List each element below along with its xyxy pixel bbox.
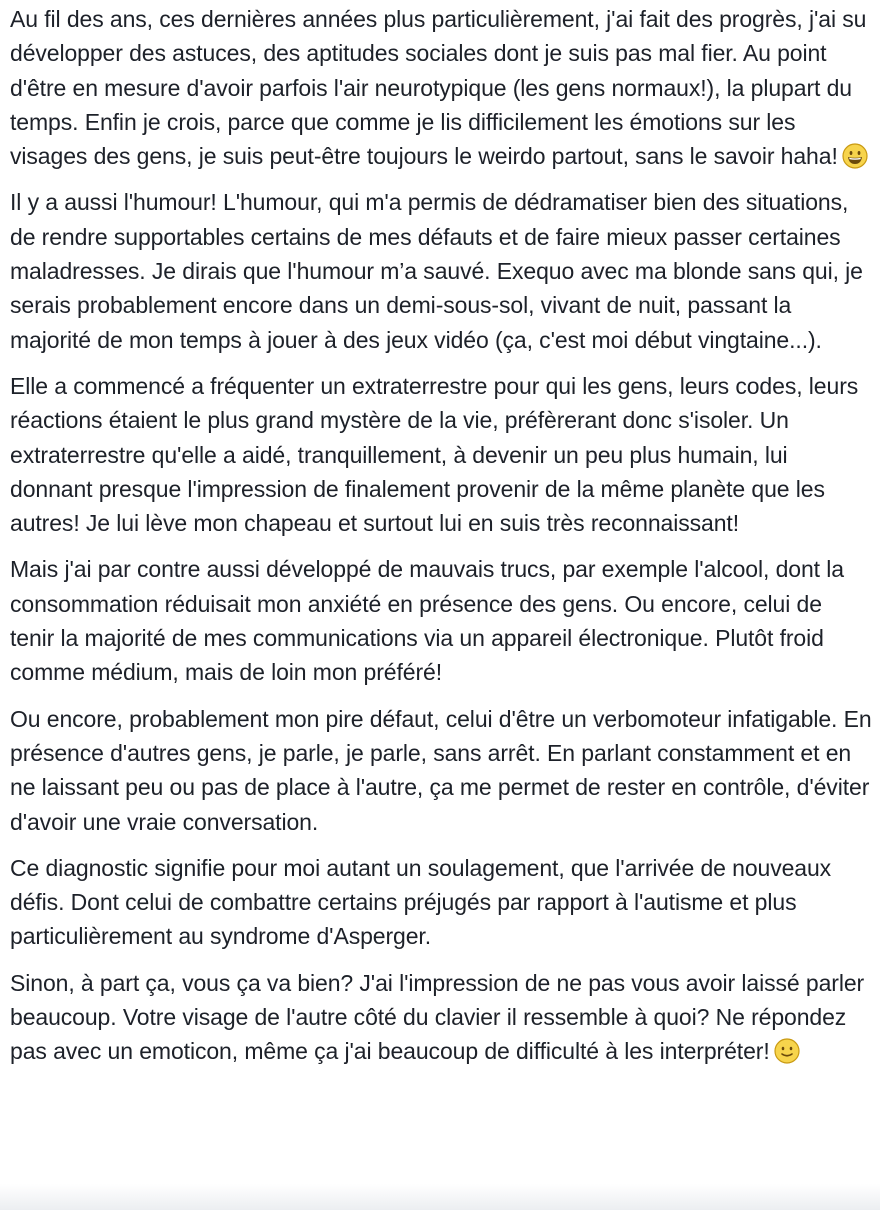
paragraph-text: Ou encore, probablement mon pire défaut, celui d'être un verbomoteur infatigable. En présence d'autres gens, je parle, je parle, sans arrêt. En parlant constamment et en ne laissant peu ou pas de place à l'autre, ça me permet de rester en contrôle, d'éviter d'avoir une vraie conversation. [10,705,872,835]
grinning-face-emoji-icon [842,143,868,169]
paragraph-text: Mais j'ai par contre aussi développé de mauvais trucs, par exemple l'alcool, dont la consommation réduisait mon anxiété en présence des gens. Ou encore, celui de tenir la majorité de mes communications via un appareil électronique. Plutôt froid comme médium, mais de loin mon préféré! [10,556,844,686]
paragraph-text: Il y a aussi l'humour! L'humour, qui m'a permis de dédramatiser bien des situations, de rendre supportables certains de mes défauts et de faire mieux passer certaines maladresses. Je dirais que l'humour m’a sauvé. Exequo avec ma blonde sans qui, je serais probablement encore dans un demi-sous-sol, vivant de nuit, passant la majorité de mon temps à jouer à des jeux vidéo (ça, c'est moi début vingtaine...). [10,189,863,353]
post-paragraph [10,851,872,954]
post-paragraph [10,185,872,356]
post-paragraph [10,369,872,540]
paragraph-text: Sinon, à part ça, vous ça va bien? J'ai l'impression de ne pas vous avoir laissé parler beaucoup. Votre visage de l'autre côté du clavier il ressemble à quoi? Ne répondez pas avec un emoticon, même ça j'ai beaucoup de difficulté à les interpréter! [10,969,865,1065]
slightly-smiling-face-emoji-icon [774,1038,800,1064]
paragraph-text: Ce diagnostic signifie pour moi autant un soulagement, que l'arrivée de nouveaux défis. Dont celui de combattre certains préjugés par rapport à l'autisme et plus particulièrement au syndrome d'Asperger. [10,854,832,950]
post-paragraph [10,966,872,1069]
bottom-edge-shadow [0,1184,880,1210]
paragraph-text: Elle a commencé a fréquenter un extraterrestre pour qui les gens, leurs codes, leurs réactions étaient le plus grand mystère de la vie, préfèrerant donc s'isoler. Un extraterrestre qu'elle a aidé, tranquillement, à devenir un peu plus humain, lui donnant presque l'impression de finalement provenir de la même planète que les autres! Je lui lève mon chapeau et surtout lui en suis très reconnaissant! [10,372,859,537]
post-paragraph [10,702,872,839]
post-paragraph [10,2,872,173]
post-body [10,2,872,1081]
paragraph-text: Au fil des ans, ces dernières années plus particulièrement, j'ai fait des progrès, j'ai su développer des astuces, des aptitudes sociales dont je suis pas mal fier. Au point d'être en mesure d'avoir parfois l'air neurotypique (les gens normaux!), la plupart du temps. Enfin je crois, parce que comme je lis difficilement les émotions sur les visages des gens, je suis peut-être toujours le weirdo partout, sans le savoir haha! [10,6,867,170]
post-paragraph [10,552,872,689]
